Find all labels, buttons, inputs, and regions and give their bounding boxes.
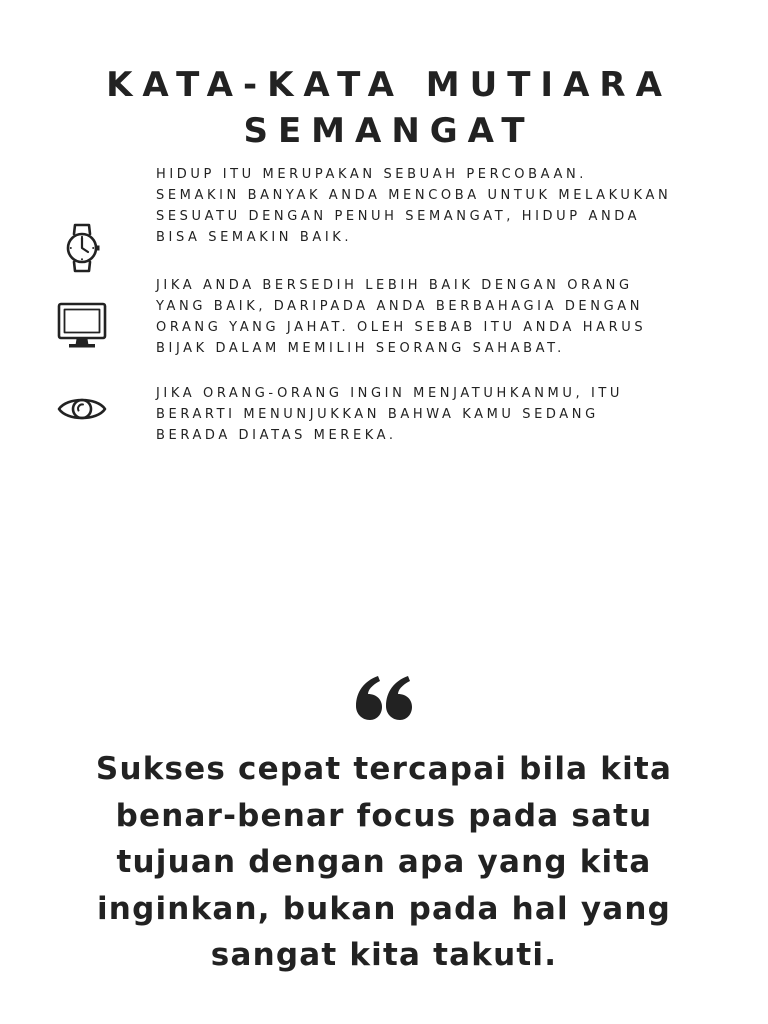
quote-mark-icon xyxy=(0,676,768,724)
quote-item-1-text: HIDUP ITU MERUPAKAN SEBUAH PERCOBAAN. SEMAKIN BANYAK ANDA MENCOBA UNTUK MELAKUKAN SESUATU DENGAN PENUH SEMANGAT, HIDUP ANDA BISA SEMAKIN BAIK. xyxy=(156,167,672,245)
page-title xyxy=(0,62,768,154)
featured-quote: Sukses cepat tercapai bila kita benar-benar focus pada satu tujuan dengan apa yang kita inginkan, bukan pada hal yang sangat kita takuti. xyxy=(95,751,673,973)
quote-item-3-text: JIKA ORANG-ORANG INGIN MENJATUHKANMU, ITU BERARTI MENUNJUKKAN BAHWA KAMU SEDANG BERADA DIATAS MEREKA. xyxy=(156,386,624,443)
watch-icon xyxy=(54,220,110,276)
title-line-1: KATA-KATA MUTIARA xyxy=(106,65,672,105)
quote-item-2-text: JIKA ANDA BERSEDIH LEBIH BAIK DENGAN ORANG YANG BAIK, DARIPADA ANDA BERBAHAGIA DENGAN ORANG YANG JAHAT. OLEH SEBAB ITU ANDA HARUS BIJAK DALAM MEMILIH SEORANG SAHABAT. xyxy=(156,278,647,356)
title-line-2: SEMANGAT xyxy=(243,111,535,151)
eye-icon xyxy=(54,381,110,437)
monitor-icon xyxy=(54,297,110,353)
